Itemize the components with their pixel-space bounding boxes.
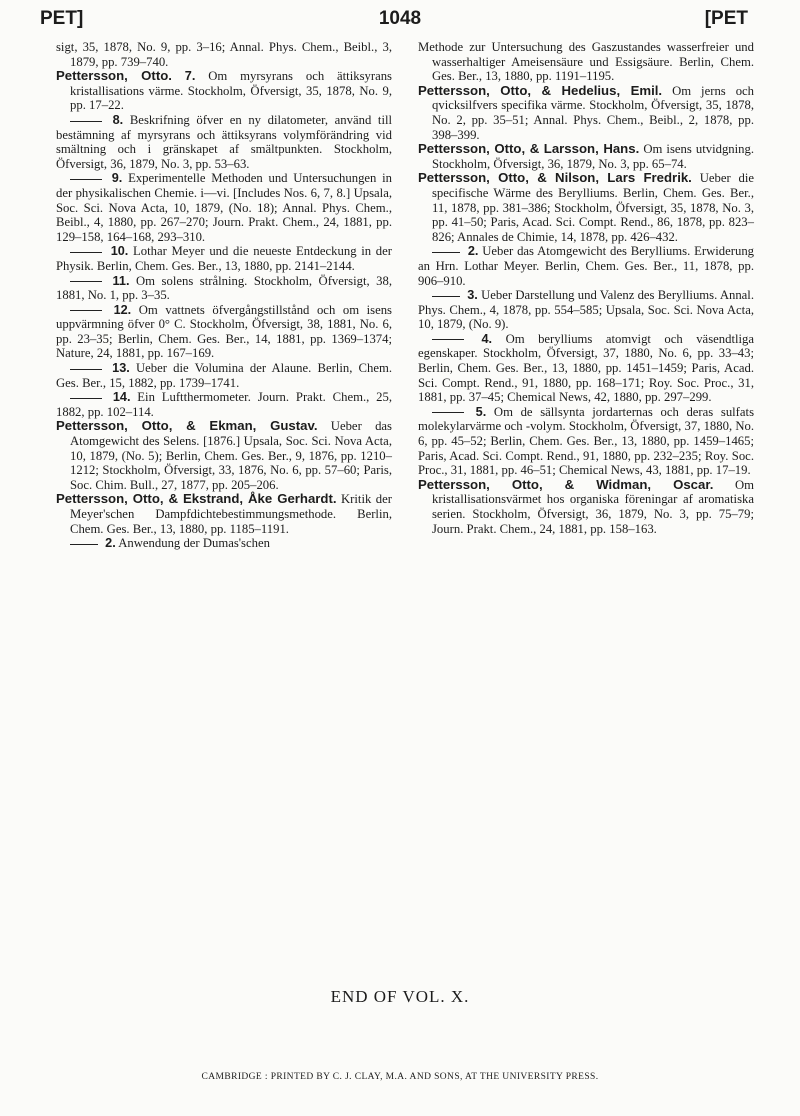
author-name: Pettersson, Otto, & Widman, Oscar. [418,476,714,492]
citation-text: Om vattnets öfvergångstillstånd och om isens uppvärmning öfver 0° C. Stockholm, Öfversigt, 38, 1881, No. 6, pp. 23–35; Berlin, Chem. Ges. Ber., 14, 1881, pp. 1369–1374; Nature, 24, 1881, pp. 167–169. [56,302,392,361]
bibliography-entry [56,492,392,536]
entry-number: 12. [113,302,132,317]
bibliography-entry [56,40,392,69]
ditto-rule [432,339,464,340]
citation-text: Ein Luftthermometer. Journ. Prakt. Chem., 25, 1882, pp. 102–114. [56,390,392,419]
citation-text: sigt, 35, 1878, No. 9, pp. 3–16; Annal. Phys. Chem., Beibl., 3, 1879, pp. 739–740. [56,40,392,69]
citation-text: Om berylliums atomvigt och väsendtliga egenskaper. Stockholm, Öfversigt, 37, 1880, No. 6, pp. 33–43; Berlin, Chem. Ges. Ber., 13, 1880, pp. 1451–1459; Paris, Acad. Sci. Compt. Rend., 91, 1880, pp. 168–171; Roy. Soc. Proc., 31, 1881, pp. 37–45; Chemical News, 42, 1880, pp. 297–299. [418,331,754,405]
page-number: 1048 [378,8,422,29]
bibliography-subentry [56,536,392,551]
entry-number: 9. [111,171,123,186]
left-column [56,40,392,551]
author-name: Pettersson, Otto, & Ekstrand, Åke Gerhardt. [56,491,337,507]
ditto-rule [432,252,460,253]
entry-number: 13. [112,361,130,376]
bibliography-subentry [56,390,392,419]
citation-text: Kritik der Meyer'schen Dampfdichtebestimmungsmethode. Berlin, Chem. Ges. Ber., 13, 1880, pp. 1185–1191. [70,492,392,536]
bibliography-subentry [418,244,754,288]
bibliography-subentry [56,113,392,171]
citation-text: Methode zur Untersuchung des Gaszustandes wasserfreier und wasserhaltiger Ameisensäure und Essigsäure. Berlin, Chem. Ges. Ber., 13, 1880, pp. 1191–1195. [418,40,754,84]
author-name: Pettersson, Otto. [56,68,172,84]
bibliography-subentry [56,303,392,361]
citation-text: Lothar Meyer und die neueste Entdeckung in der Physik. Berlin, Chem. Ges. Ber., 13, 1880, pp. 2141–2144. [56,244,392,273]
header-left: PET] [40,8,84,29]
bibliography-subentry [418,332,754,405]
citation-text: Om kristallisationsvärmet hos organiska föreningar af aromatiska serien. Stockholm, Öfversigt, 36, 1879, No. 3, pp. 75–79; Journ. Prakt. Chem., 24, 1881, pp. 158–163. [432,477,754,536]
ditto-rule [70,281,102,282]
bibliography-subentry [418,405,754,478]
entry-number: 2. [105,536,116,551]
citation-text: Om de sällsynta jordarternas och deras sulfats molekylarvärme och -volym. Stockholm, Öfversigt, 37, 1880, No. 6, pp. 45–52; Berlin, Chem. Ges. Ber., 13, 1880, pp. 1459–1465; Paris, Acad. Sci. Compt. Rend., 91, 1880, pp. 232–235; Roy. Soc. Proc., 31, 1881, pp. 46–51; Chemical News, 43, 1881, pp. 17–19. [418,404,755,478]
ditto-rule [70,121,102,122]
entry-number: 10. [110,244,129,259]
citation-text: Ueber das Atomgewicht des Berylliums. Erwiderung an Hrn. Lothar Meyer. Berlin, Chem. Ges. Ber., 11, 1878, pp. 906–910. [418,244,755,288]
author-name: Pettersson, Otto, & Larsson, Hans. [418,141,640,157]
author-name: Pettersson, Otto, & Ekman, Gustav. [56,418,318,434]
citation-text: Ueber Darstellung und Valenz des Berylliums. Annal. Phys. Chem., 4, 1878, pp. 554–585; Upsala, Soc. Sci. Nova Acta, 10, 1879, (No. 9). [418,288,755,332]
author-name: Pettersson, Otto, & Hedelius, Emil. [418,82,663,98]
ditto-rule [70,252,102,253]
entry-number: 4. [481,331,493,346]
entry-number: 7. [184,69,196,84]
header-right: [PET [704,8,748,29]
bibliography-entry [418,84,754,142]
bibliography-subentry [56,244,392,273]
ditto-rule [70,179,102,180]
entry-number: 14. [112,390,131,405]
author-name: Pettersson, Otto, & Nilson, Lars Fredrik. [418,170,692,186]
citation-text: Experimentelle Methoden und Untersuchungen in der physikalischen Chemie. i—vi. [Includes Nos. 6, 7, 8.] Upsala, Soc. Sci. Nova Acta, 10, 1879, (No. 18); Annal. Phys. Chem., Beibl., 4, 1880, pp. 267–270; Journ. Prakt. Chem., 24, 1881, pp. 129–158, 164–168, 293–310. [56,171,392,244]
ditto-rule [70,369,102,370]
citation-text: Om jerns och qvicksilfvers specifika värme. Stockholm, Öfversigt, 35, 1878, No. 2, pp. 35–51; Annal. Phys. Chem., Beibl., 2, 1878, pp. 398–399. [432,83,755,142]
citation-text: Om isens utvidgning. Stockholm, Öfversigt, 36, 1879, No. 3, pp. 65–74. [432,142,755,171]
citation-text: Ueber die Volumina der Alaune. Berlin, Chem. Ges. Ber., 15, 1882, pp. 1739–1741. [56,361,393,390]
entry-number: 5. [475,404,487,419]
citation-text: Om solens strålning. Stockholm, Öfversigt, 38, 1881, No. 1, pp. 3–35. [56,273,393,303]
bibliography-entry [418,478,754,536]
ditto-rule [432,412,464,413]
ditto-rule [70,398,102,399]
bibliography-entry [56,69,392,113]
citation-text: Om myrsyrans och ättiksyrans kristallisations värme. Stockholm, Öfversigt, 35, 1878, No. 9, pp. 17–22. [70,69,392,113]
bibliography-subentry [56,274,392,303]
entry-number: 8. [112,112,124,127]
citation-text: Beskrifning öfver en ny dilatometer, använd till bestämning af myrsyrans och ättiksyrans volymförändring vid smältning och i gränskapet af smältpunkten. Stockholm, Öfversigt, 36, 1879, No. 3, pp. 53–63. [56,112,393,171]
entry-number: 2. [467,244,479,259]
bibliography-entry [418,40,754,84]
entry-number: 11. [112,273,130,288]
bibliography-entry [418,171,754,244]
right-column [418,40,754,536]
printer-line: CAMBRIDGE : PRINTED BY C. J. CLAY, M.A. AND SONS, AT THE UNIVERSITY PRESS. [201,1072,599,1082]
bibliography-subentry [418,288,754,332]
bibliography-entry [418,142,754,171]
entry-number: 3. [467,288,478,303]
citation-text: Anwendung der Dumas'schen [118,536,270,551]
bibliography-subentry [56,171,392,244]
end-of-volume: END OF VOL. X. [330,987,470,1006]
bibliography-entry [56,419,392,492]
citation-text: Ueber die specifische Wärme des Berylliums. Berlin, Chem. Ges. Ber., 11, 1878, pp. 381–386; Stockholm, Öfversigt, 35, 1878, No. 3, pp. 41–50; Paris, Acad. Sci. Compt. Rend., 86, 1878, pp. 823–826; Annales de Chimie, 14, 1878, pp. 426–432. [432,171,755,244]
citation-text: Ueber das Atomgewicht des Selens. [1876.] Upsala, Soc. Sci. Nova Acta, 10, 1879, (No. 5); Berlin, Chem. Ges. Ber., 9, 1876, pp. 1210–1212; Stockholm, Öfversigt, 33, 1876, No. 6, pp. 57–60; Paris, Soc. Chim. Bull., 27, 1877, pp. 205–206. [70,419,392,492]
running-header [0,8,800,32]
ditto-rule [432,296,460,297]
ditto-rule [70,310,102,311]
ditto-rule [70,544,98,545]
bibliography-subentry [56,361,392,390]
